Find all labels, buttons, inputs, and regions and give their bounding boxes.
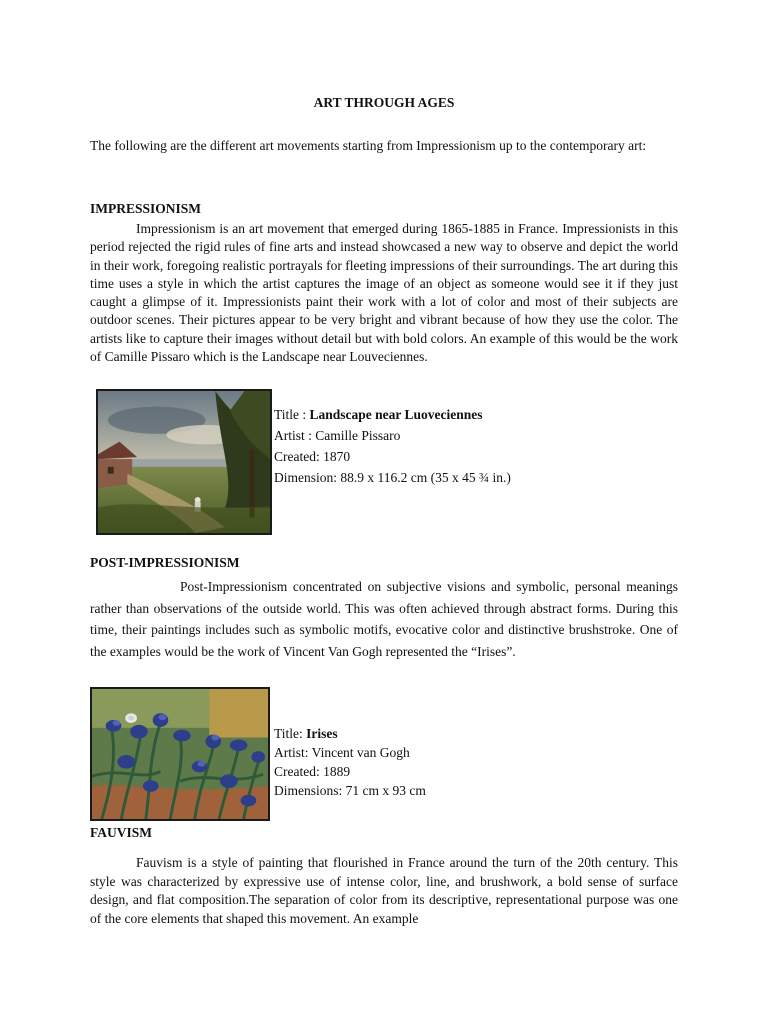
document-title: ART THROUGH AGES [313,95,455,110]
painting-irises [90,687,270,821]
intro-paragraph: The following are the different art movements starting from Impressionism up to the contemporary art: [90,138,647,153]
artwork-title-line: Title: Irises [274,726,338,741]
artwork-artist: Artist: Vincent van Gogh [274,745,410,760]
fauvism-paragraph [90,854,678,928]
artwork-caption-landscape [274,404,511,488]
section-heading-post-impressionism: POST-IMPRESSIONISM [90,555,240,570]
artwork-artist: Artist : Camille Pissaro [274,428,401,443]
artwork-caption-irises [274,724,426,800]
fauvism-text: Fauvism is a style of painting that flourished in France around the turn of the 20th century. This style was characterized by expressive use of intense color, line, and brushwork, a bold sense of surface design, and flat composition.The separation of color from its descriptive, representational purpose was one of the core elements that shaped this movement. An example [90,855,678,926]
post-impressionism-text: Post-Impressionism concentrated on subjective visions and symbolic, personal meanings rather than observations of the outside world. This was often achieved through abstract forms. During this time, their paintings includes such as symbolic motifs, evocative color and distinctive brushstroke. One of the examples would be the work of Vincent Van Gogh represented the “Irises”. [90,579,678,659]
artwork-created: Created: 1870 [274,449,351,464]
artwork-title: Irises [306,726,338,741]
post-impressionism-paragraph [90,576,678,662]
artwork-title: Landscape near Luoveciennes [309,407,483,422]
section-heading-fauvism: FAUVISM [90,825,152,840]
artwork-dimension: Dimension: 88.9 x 116.2 cm (35 x 45 ¾ in.) [274,470,511,485]
section-heading-impressionism: IMPRESSIONISM [90,201,202,216]
artwork-dimension: Dimensions: 71 cm x 93 cm [274,783,426,798]
impressionism-paragraph [90,220,678,366]
artwork-title-line: Title : Landscape near Luoveciennes [274,407,483,422]
painting-landscape-near-louveciennes [96,389,272,535]
impressionism-text: Impressionism is an art movement that emerged during 1865-1885 in France. Impressionists in this period rejected the rigid rules of fine arts and instead showcased a new way to observe and depict the world in their work, foregoing realistic portrayals for fleeting impressions of their surroundings. The art during this time uses a style in which the artist captures the image of an object as someone would see it if they just caught a glimpse of it. Impressionists paint their work with a lot of color and most of their subjects are outdoor scenes. Their pictures appear to be very bright and vibrant because of how they use the color. The artists like to capture their images without detail but with bold colors. An example of this would be the work of Camille Pissaro which is the Landscape near Louveciennes. [90,221,678,365]
artwork-created: Created: 1889 [274,764,351,779]
